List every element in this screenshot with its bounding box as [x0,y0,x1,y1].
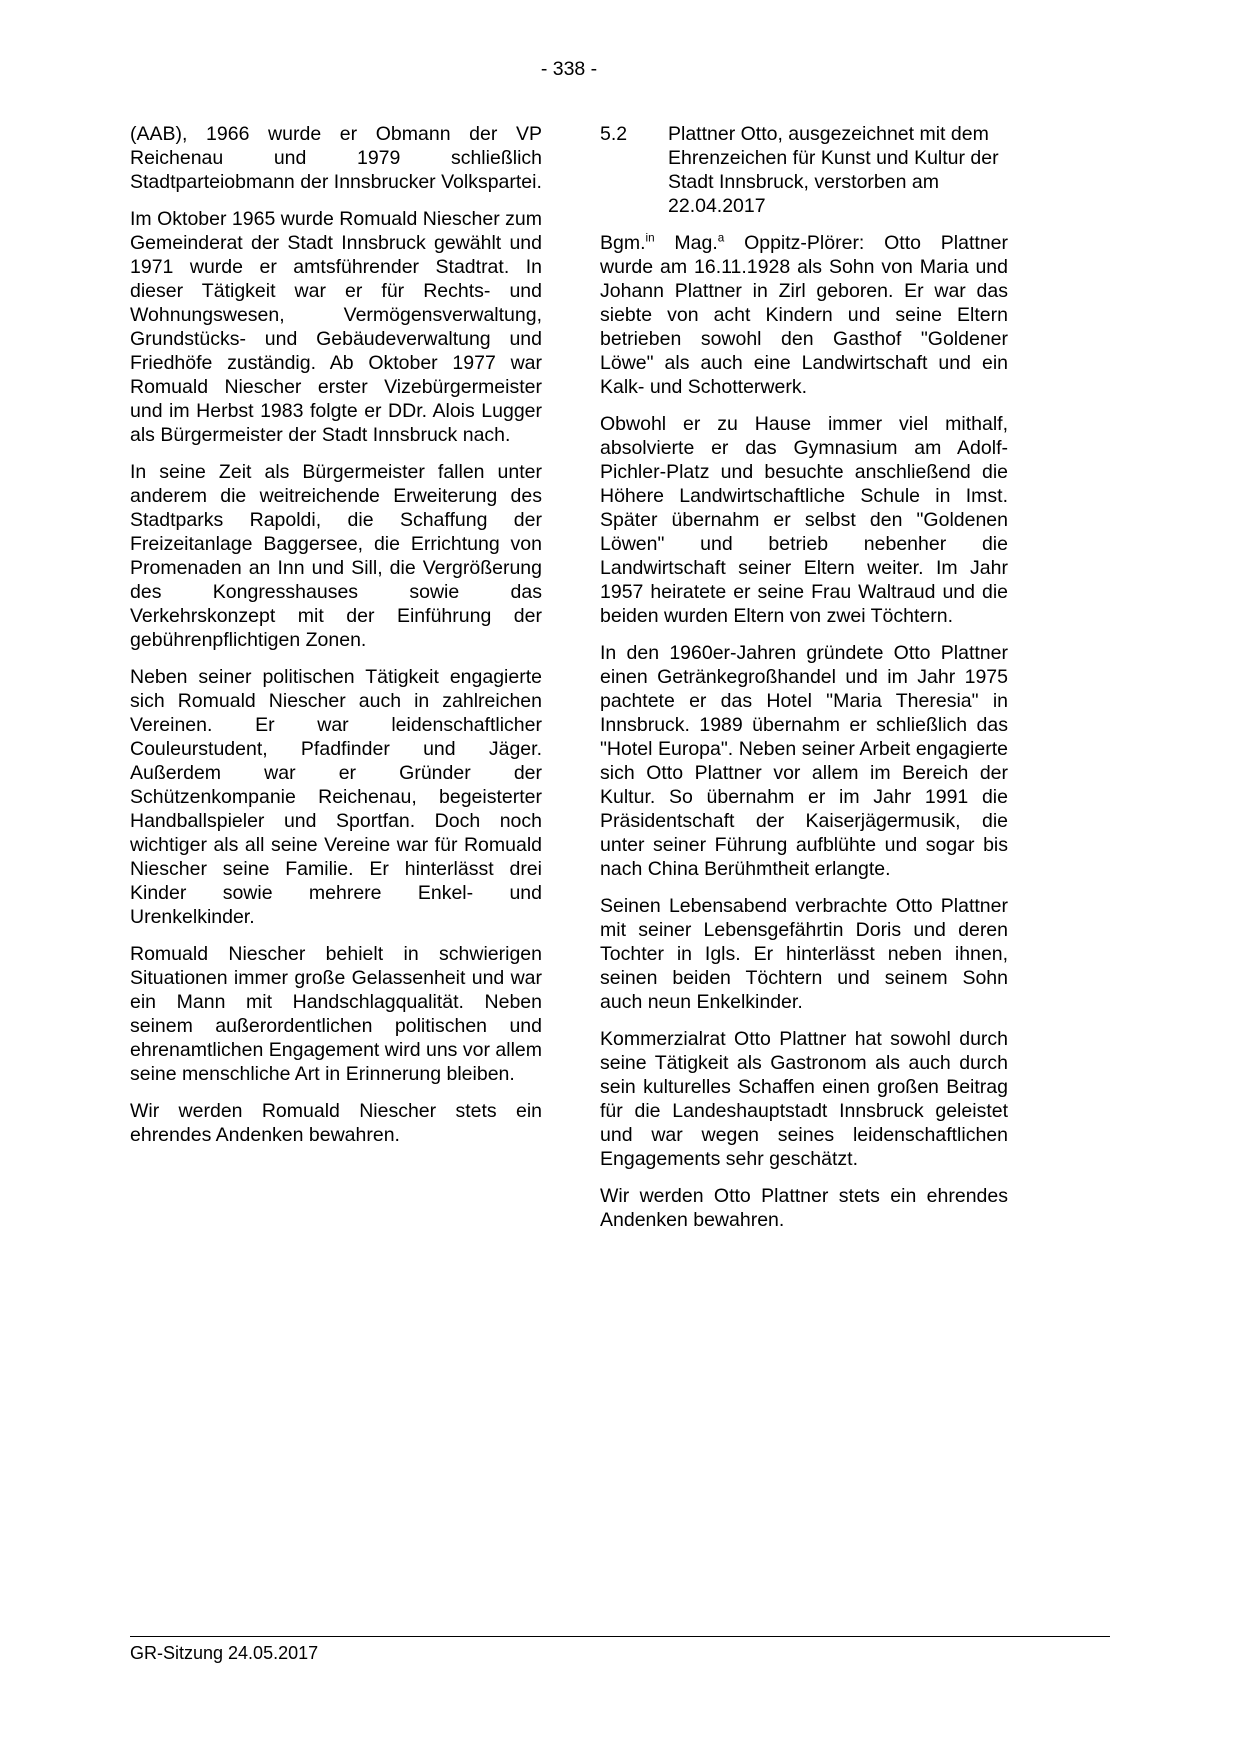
paragraph: In den 1960er-Jahren gründete Otto Plattner einen Getränkegroßhandel und im Jahr 1975 pachtete er das Hotel "Maria Theresia" in Innsbruck. 1989 übernahm er schließlich das "Hotel Europa". Neben seiner Arbeit engagierte sich Otto Plattner vor allem im Bereich der Kultur. So übernahm er im Jahr 1991 die Präsidentschaft der Kaiserjägermusik, die unter seiner Führung aufblühte und sogar bis nach China Berühmtheit erlangte. [600,642,1008,880]
page-number: - 338 - [540,58,598,80]
footer-divider [130,1636,1110,1637]
paragraph: Neben seiner politischen Tätigkeit engagierte sich Romuald Niescher auch in zahlreichen Vereinen. Er war leidenschaftlicher Couleurstudent, Pfadfinder und Jäger. Außerdem war er Gründer der Schützenkompanie Reichenau, begeisterter Handballspieler und Sportfan. Doch noch wichtiger als all seine Vereine war für Romuald Niescher seine Familie. Er hinterlässt drei Kinder sowie mehrere Enkel- und Urenkelkinder. [130,666,542,928]
paragraph-speaker-intro [600,231,1008,399]
section-title: Plattner Otto, ausgezeichnet mit dem Ehrenzeichen für Kunst und Kultur der Stadt Innsbruck, verstorben am 22.04.2017 [668,123,999,217]
paragraph: (AAB), 1966 wurde er Obmann der VP Reichenau und 1979 schließlich Stadtparteiobmann der Innsbrucker Volkspartei. [130,123,542,193]
paragraph: Wir werden Romuald Niescher stets ein ehrendes Andenken bewahren. [130,1100,542,1146]
paragraph: Romuald Niescher behielt in schwierigen Situationen immer große Gelassenheit und war ein Mann mit Handschlagqualität. Neben seinem außerordentlichen politischen und ehrenamtlichen Engagement wird uns vor allem seine menschliche Art in Erinnerung bleiben. [130,943,542,1085]
paragraph-text: Oppitz-Plörer: Otto Plattner wurde am 16.11.1928 als Sohn von Maria und Johann Plattner in Zirl geboren. Er war das siebte von acht Kindern und seine Eltern betrieben sowohl den Gasthof "Goldener Löwe" als auch eine Landwirtschaft und ein Kalk- und Schotterwerk. [600,232,1008,398]
superscript: a [717,231,725,245]
superscript: in [645,231,655,245]
paragraph: In seine Zeit als Bürgermeister fallen unter anderem die weitreichende Erweiterung des Stadtparks Rapoldi, die Schaffung der Freizeitanlage Baggersee, die Errichtung von Promenaden an Inn und Sill, die Vergrößerung des Kongresshauses sowie das Verkehrskonzept mit der Einführung der gebührenpflichtigen Zonen. [130,461,542,651]
paragraph: Obwohl er zu Hause immer viel mithalf, absolvierte er das Gymnasium am Adolf-Pichler-Platz und besuchte anschließend die Höhere Landwirtschaftliche Schule in Imst. Später übernahm er selbst den "Goldenen Löwen" und betrieb nebenher die Landwirtschaft seiner Eltern weiter. Im Jahr 1957 heiratete er seine Frau Waltraud und die beiden wurden Eltern von zwei Töchtern. [600,413,1008,627]
footer-text: GR-Sitzung 24.05.2017 [130,1643,319,1663]
paragraph: Wir werden Otto Plattner stets ein ehrendes Andenken bewahren. [600,1185,1008,1231]
section-heading [600,122,1008,218]
page-footer [130,1636,1110,1664]
right-column [600,122,1008,1245]
left-column [130,122,542,1160]
paragraph: Kommerzialrat Otto Plattner hat sowohl durch seine Tätigkeit als Gastronom als auch durch sein kulturelles Schaffen einen großen Beitrag für die Landeshauptstadt Innsbruck geleistet und war wegen seines leidenschaftlichen Engagements sehr geschätzt. [600,1028,1008,1170]
speaker-prefix: Bgm. [600,232,646,254]
paragraph: Im Oktober 1965 wurde Romuald Niescher zum Gemeinderat der Stadt Innsbruck gewählt und 1971 wurde er amtsführender Stadtrat. In dieser Tätigkeit war er für Rechts- und Wohnungswesen, Vermögensverwaltung, Grundstücks- und Gebäudeverwaltung und Friedhöfe zuständig. Ab Oktober 1977 war Romuald Niescher erster Vizebürgermeister und im Herbst 1983 folgte er DDr. Alois Lugger als Bürgermeister der Stadt Innsbruck nach. [130,208,542,446]
paragraph: Seinen Lebensabend verbrachte Otto Plattner mit seiner Lebensgefährtin Doris und deren Tochter in Igls. Er hinterlässt neben ihnen, seinen beiden Töchtern und seinem Sohn auch neun Enkelkinder. [600,895,1008,1013]
section-number: 5.2 [600,123,628,145]
speaker-title: Mag. [654,232,718,254]
